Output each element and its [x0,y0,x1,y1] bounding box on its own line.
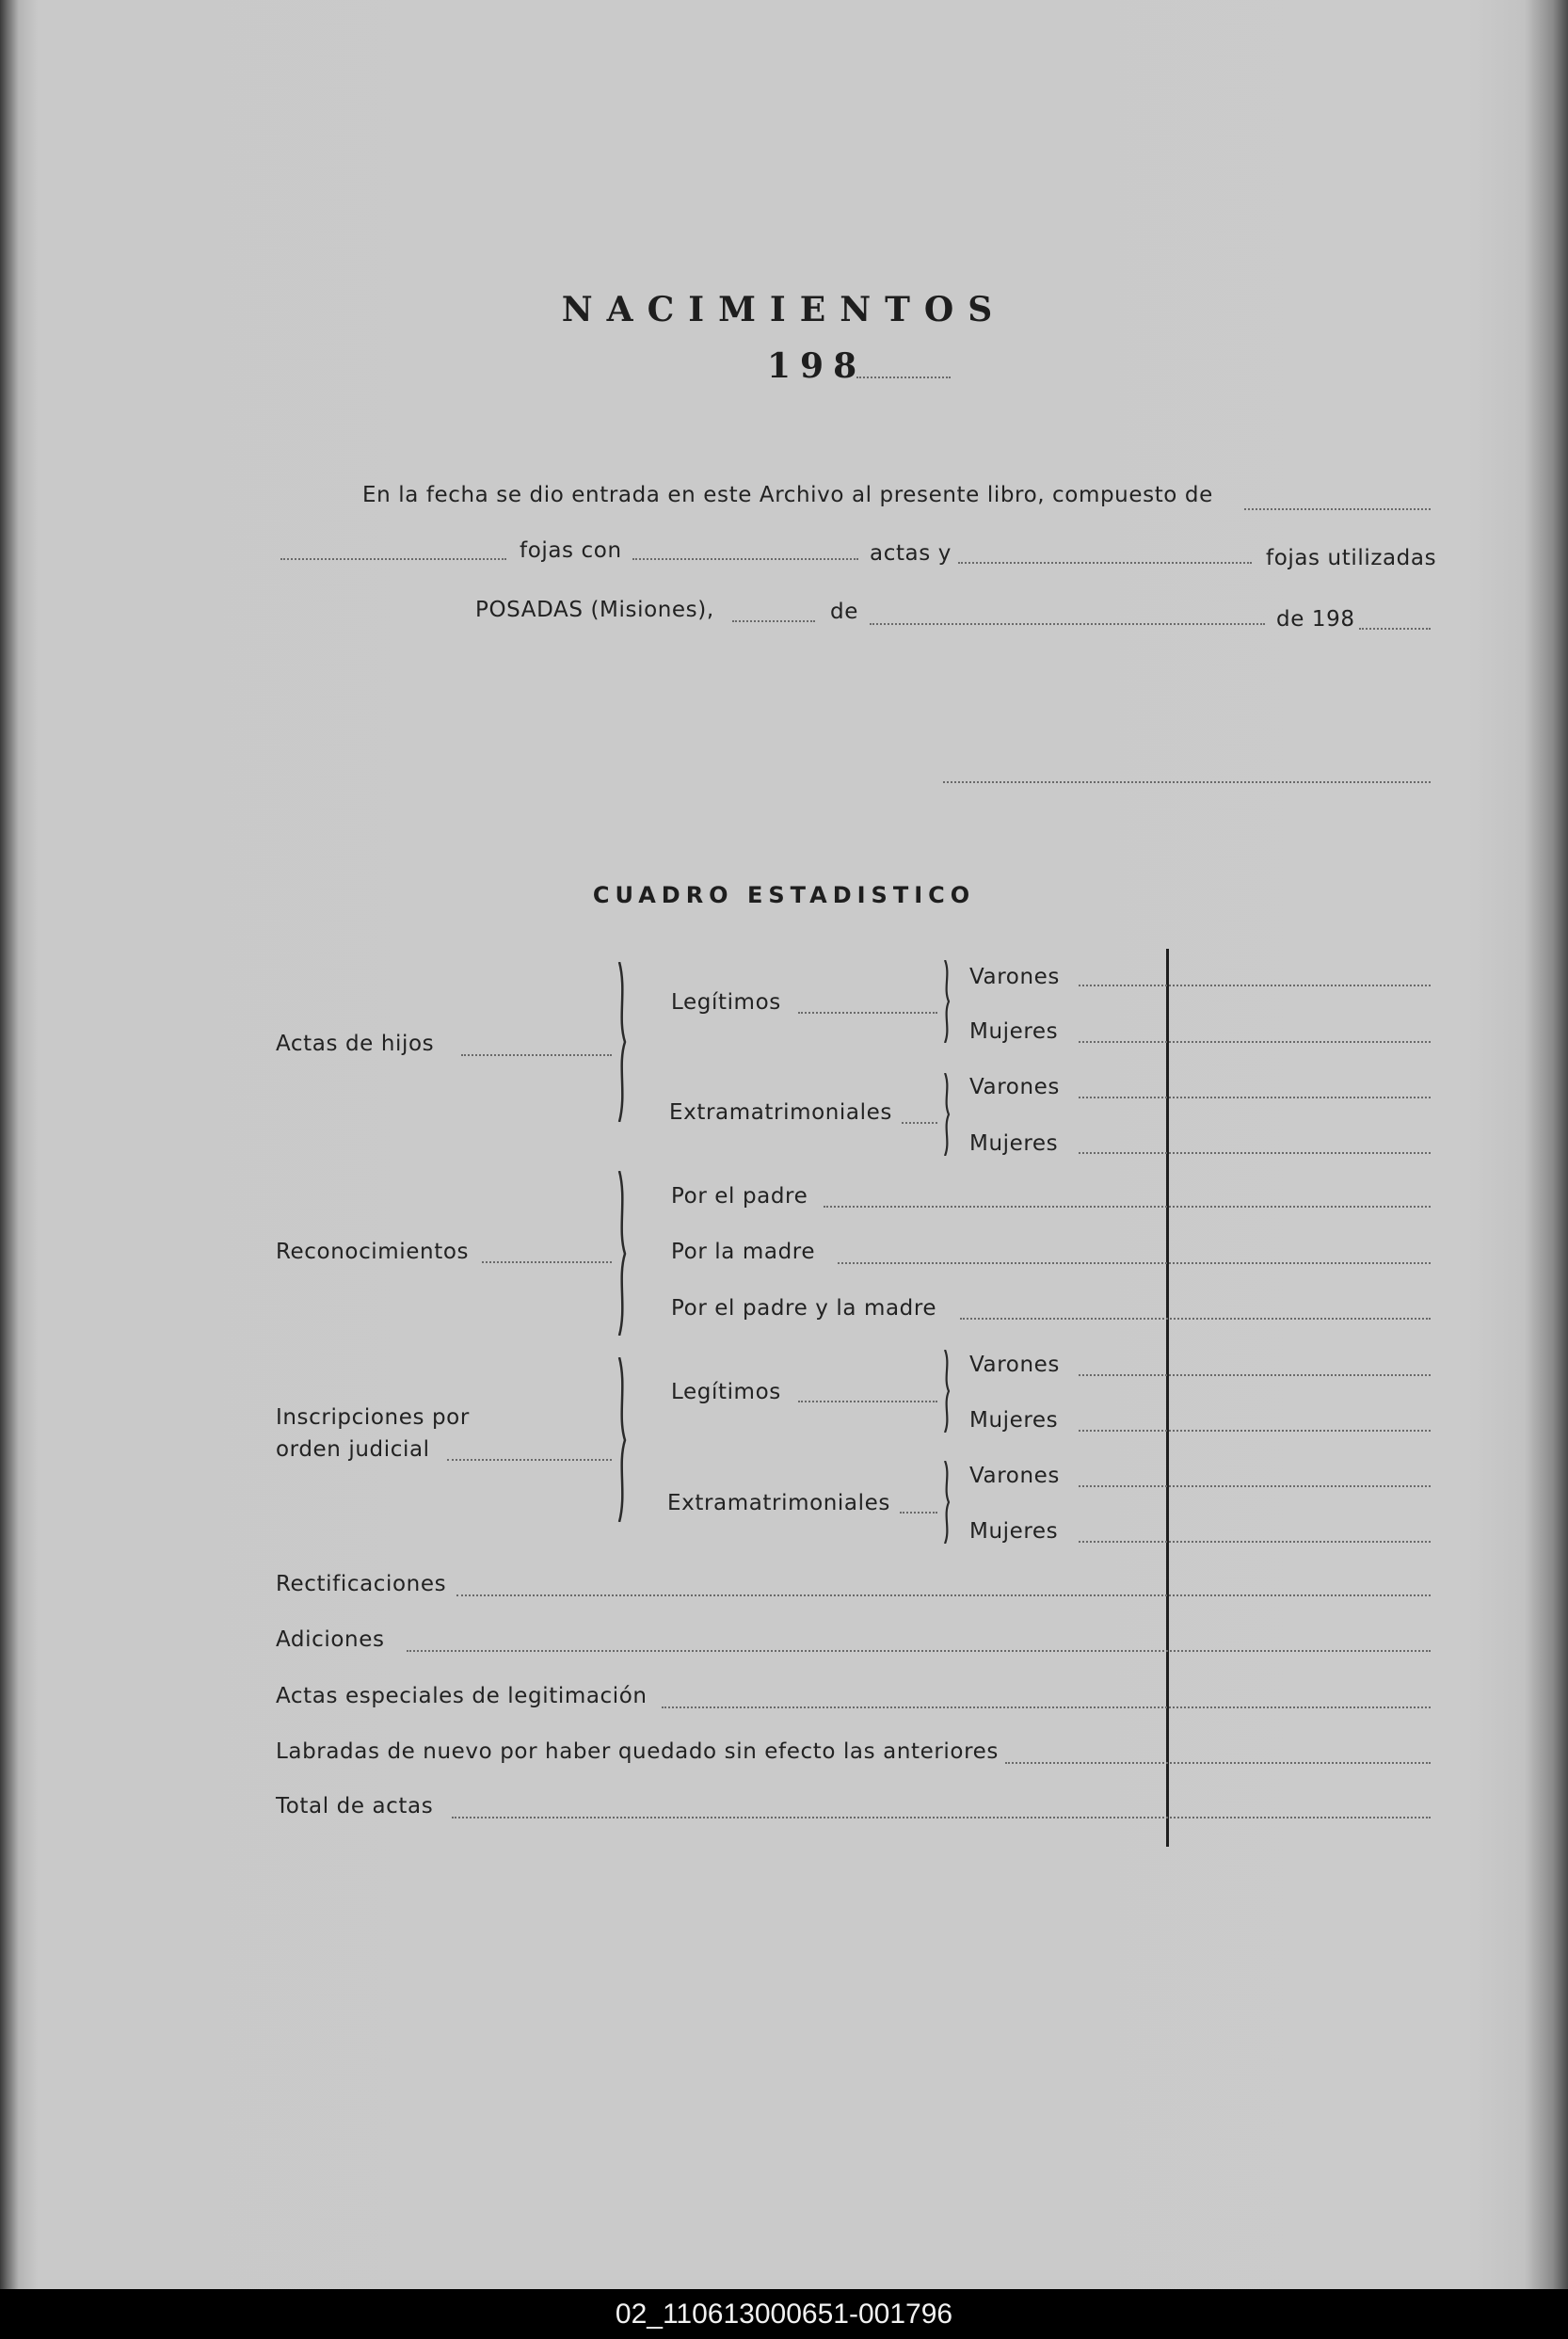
brace-extramatrimoniales-2 [937,1461,956,1544]
brace-inscripciones [610,1357,638,1522]
brace-extramatrimoniales-1 [937,1073,956,1156]
mujeres-label-1: Mujeres [969,1019,1059,1044]
compuesto-blank [1244,508,1431,510]
por-ambos-dots [960,1318,1431,1320]
varones-label-2: Varones [969,1075,1060,1099]
rectificaciones-label: Rectificaciones [276,1572,447,1596]
posadas-label: POSADAS (Misiones), [475,598,714,622]
labradas-dots [1005,1762,1431,1764]
varones-label-1: Varones [969,965,1060,989]
brace-actas [610,962,638,1122]
varones-label-4: Varones [969,1464,1060,1488]
year-end-blank [1359,628,1431,630]
actas-de-hijos-dots [461,1054,612,1056]
por-la-madre-dots [838,1262,1431,1264]
extramatrimoniales-label-2: Extramatrimoniales [667,1491,890,1515]
utilizadas-blank [958,562,1252,564]
image-id-bar [0,2289,1568,2339]
fojas-con-label: fojas con [520,538,622,563]
intro-line-1: En la fecha se dio entrada en este Archivo al presente libro, compuesto de [362,483,1213,507]
legitimos-label-1: Legítimos [671,990,781,1015]
por-el-padre-dots [824,1206,1431,1208]
varones-dots-2 [1079,1097,1431,1098]
actas-blank [632,558,858,560]
year-label: 198 [767,346,867,386]
reconocimientos-dots [482,1261,612,1263]
day-blank [732,620,815,622]
por-ambos-label: Por el padre y la madre [671,1296,937,1321]
legitimos-dots-1 [798,1012,937,1014]
mujeres-label-4: Mujeres [969,1519,1059,1544]
extramatrimoniales-dots-2 [900,1512,937,1514]
fojas-utilizadas-label: fojas utilizadas [1266,546,1437,570]
varones-label-3: Varones [969,1353,1060,1377]
image-id-label: 02_110613000651-001796 [615,2299,953,2330]
actas-y-label: actas y [870,541,952,566]
signature-line [943,781,1431,783]
actas-especiales-dots [662,1706,1431,1708]
mujeres-label-3: Mujeres [969,1408,1059,1433]
adiciones-label: Adiciones [276,1627,385,1652]
por-el-padre-label: Por el padre [671,1184,808,1209]
actas-de-hijos-label: Actas de hijos [276,1032,435,1056]
por-la-madre-label: Por la madre [671,1240,816,1264]
total-label: Total de actas [276,1794,434,1818]
reconocimientos-label: Reconocimientos [276,1240,470,1264]
inscripciones-label-2: orden judicial [276,1437,430,1462]
legitimos-label-2: Legítimos [671,1380,781,1404]
de-label: de [830,600,858,624]
brace-legitimos-2 [937,1350,956,1433]
mujeres-dots-3 [1079,1430,1431,1432]
count-column-rule [1166,949,1169,1847]
brace-legitimos-1 [937,960,956,1043]
rectificaciones-dots [456,1594,1431,1596]
mujeres-dots-1 [1079,1041,1431,1043]
year-blank [856,376,951,378]
legitimos-dots-2 [798,1401,937,1402]
extramatrimoniales-dots-1 [902,1122,937,1124]
varones-dots-1 [1079,985,1431,986]
mujeres-dots-4 [1079,1541,1431,1543]
varones-dots-3 [1079,1374,1431,1376]
mujeres-label-2: Mujeres [969,1131,1059,1156]
de-198-label: de 198 [1276,607,1355,632]
fojas-blank [280,558,506,560]
inscripciones-label-1: Inscripciones por [276,1405,470,1430]
total-dots [452,1817,1431,1818]
adiciones-dots [407,1650,1431,1652]
month-blank [870,623,1265,625]
extramatrimoniales-label-1: Extramatrimoniales [669,1100,892,1125]
brace-reconocimientos [610,1171,638,1336]
section-title: CUADRO ESTADISTICO [592,882,976,908]
actas-especiales-label: Actas especiales de legitimación [276,1684,648,1708]
varones-dots-4 [1079,1485,1431,1487]
mujeres-dots-2 [1079,1152,1431,1154]
labradas-label: Labradas de nuevo por haber quedado sin efecto las anteriores [276,1739,999,1764]
page-title: NACIMIENTOS [561,290,1007,329]
inscripciones-dots [447,1459,612,1461]
